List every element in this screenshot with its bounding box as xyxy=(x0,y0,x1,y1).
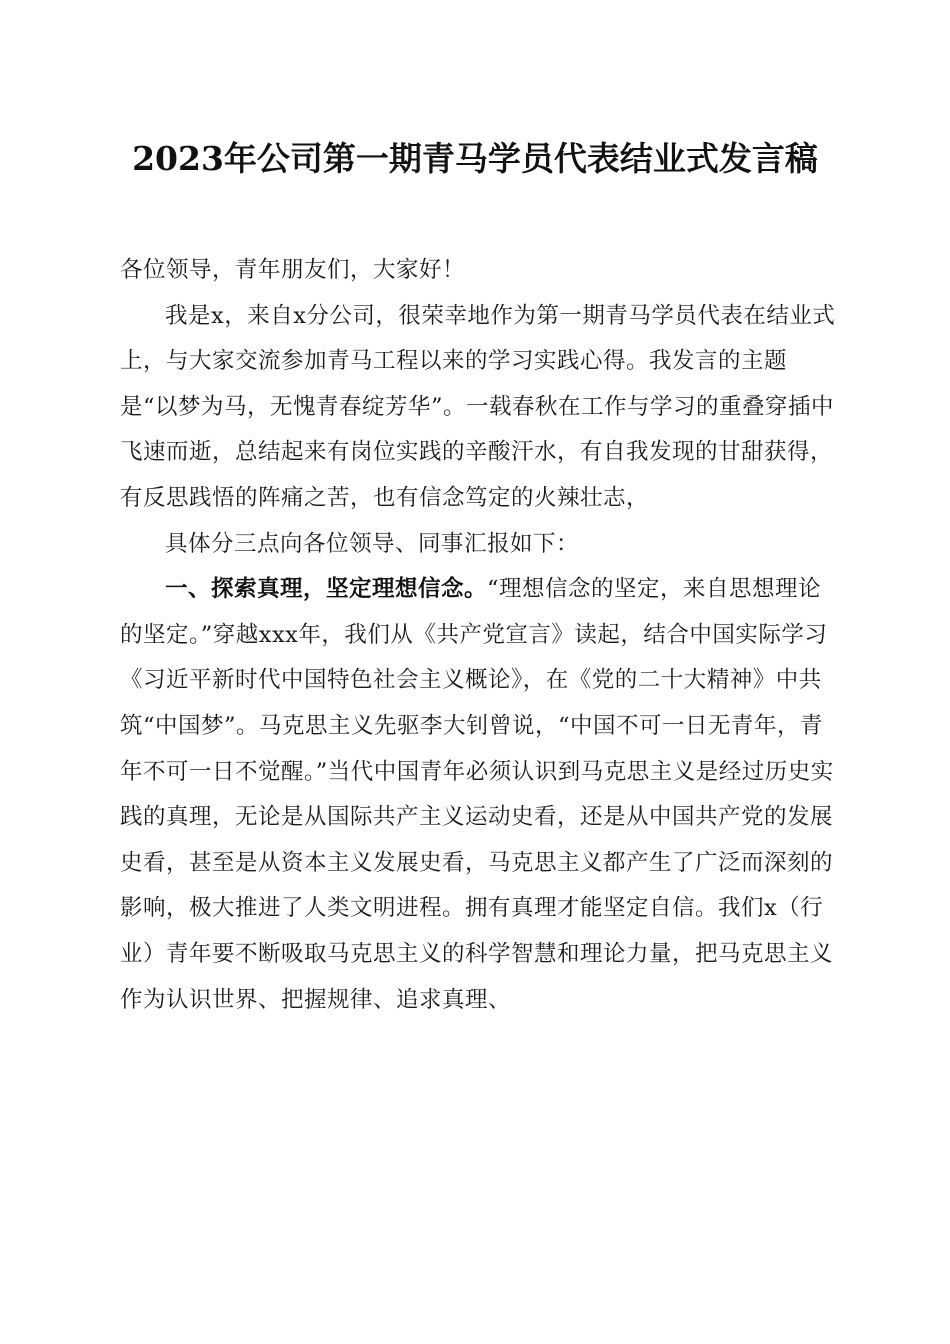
section-one-paragraph xyxy=(120,567,840,1023)
document-title: 2023年公司第一期青马学员代表结业式发言稿 xyxy=(132,139,818,178)
paragraph-intro: 我是x，来自x分公司，很荣幸地作为第一期青马学员代表在结业式上，与大家交流参加青马工程以来的学习实践心得。我发言的主题是“以梦为马，无愧青春绽芳华”。一载春秋在工作与学习的重叠穿插中飞速而逝，总结起来有岗位实践的辛酸汗水，有自我发现的甘甜获得，有反思践悟的阵痛之苦，也有信念笃定的火辣壮志， xyxy=(120,302,836,511)
paragraph-outline: 具体分三点向各位领导、同事汇报如下： xyxy=(165,530,580,557)
greeting: 各位领导，青年朋友们，大家好！ xyxy=(120,257,466,283)
document-body xyxy=(120,248,840,1023)
section-one-text: “理想信念的坚定，来自思想理论的坚定。”穿越xxx年，我们从《共产党宣言》读起，结合中国实际学习《习近平新时代中国特色社会主义概论》，在《党的二十大精神》中共筑“中国梦”。马克思主义先驱李大钊曾说，“中国不可一日无青年，青年不可一日不觉醒。”当代中国青年必须认识到马克思主义是经过历史实践的真理，无论是从国际共产主义运动史看，还是从中国共产党的发展史看，甚至是从资本主义发展史看，马克思主义都产生了广泛而深刻的影响，极大推进了人类文明进程。拥有真理才能坚定自信。我们x（行业）青年要不断吸取马克思主义的科学智慧和理论力量，把马克思主义作为认识世界、把握规律、追求真理、 xyxy=(120,576,834,1013)
section-one-heading: 一、探索真理，坚定理想信念。 xyxy=(165,576,488,603)
